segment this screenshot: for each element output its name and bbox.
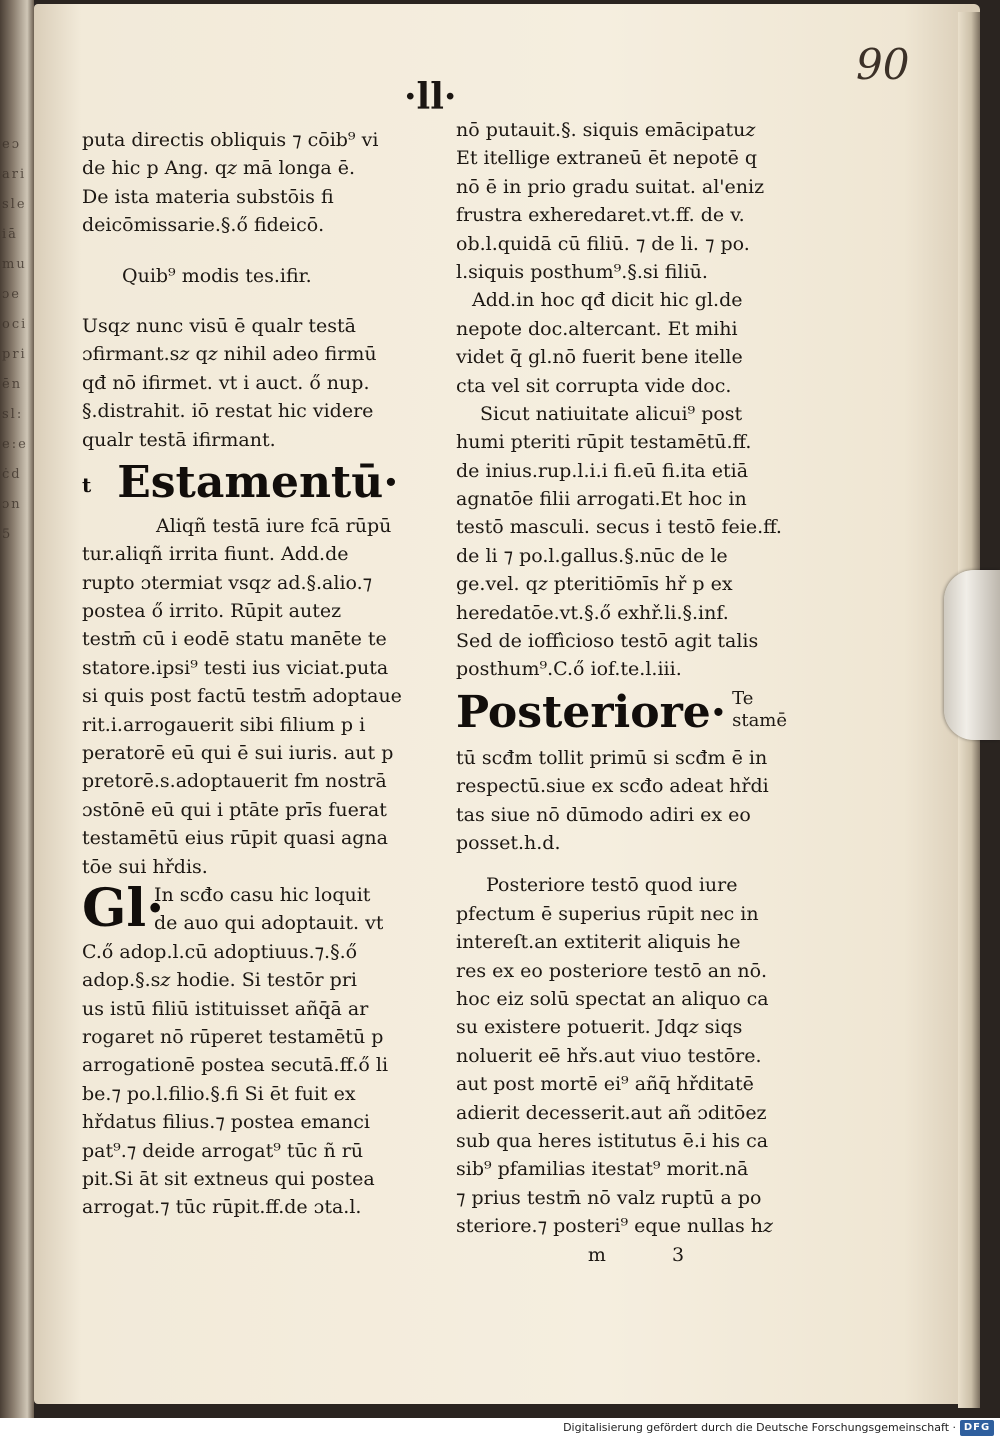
text-line: humi pteriti rūpit testamētū.ff. bbox=[456, 431, 752, 454]
text-line: nepote doc.altercant. Et mihi bbox=[456, 317, 738, 340]
text-line: res ex eo posteriore testō an nō. bbox=[456, 959, 768, 982]
text-line: pit.Si āt sit extneus qui postea bbox=[82, 1167, 375, 1190]
text-line: testō masculi. secus i testō feie.ff. bbox=[456, 516, 782, 539]
text-line: cta vel sit corrupta vide doc. bbox=[456, 374, 732, 397]
text-line: heredatōe.vt.§.ő exhř.li.§.inf. bbox=[456, 601, 729, 624]
text-line: qđ nō ifirmet. vt i auct. ő nup. bbox=[82, 371, 370, 394]
marginal-letter: t bbox=[82, 473, 92, 498]
footer-bar bbox=[0, 1418, 1000, 1440]
text-line: de auo qui adoptauit. vt bbox=[154, 912, 384, 935]
text-line: deicōmissarie.§.ő fideicō. bbox=[82, 214, 325, 237]
text-line: Sed de ioffìcioso testō agit talis bbox=[456, 630, 759, 653]
text-line: statore.ipsi⁹ testi ius viciat.puta bbox=[82, 656, 389, 679]
text-line: be.⁊ po.l.filio.§.fi Si ēt fuit ex bbox=[82, 1082, 356, 1105]
text-line: Posteriore testō quod iure bbox=[486, 874, 738, 897]
text-line: si quis post factū testm̄ adoptaue bbox=[82, 685, 402, 708]
rubric-text: Estamentū· bbox=[117, 456, 399, 508]
text-line: testm̄ cū i eodē statu manēte te bbox=[82, 628, 387, 651]
page-clip bbox=[944, 570, 1000, 740]
text-line: pfectum ē superius rūpit nec in bbox=[456, 902, 759, 925]
text-line: su existere potuerit. Jdq𝑧 siqs bbox=[456, 1016, 743, 1039]
text-line: ɔfirmant.s𝑧 q𝑧 nihil adeo firmū bbox=[82, 343, 377, 366]
signature-mark: m 3 bbox=[587, 1244, 715, 1267]
text-line: C.ő adop.l.cū adoptiuus.⁊.§.ő bbox=[82, 940, 358, 963]
text-line: §.distrahit. iō restat hic videre bbox=[82, 400, 374, 423]
text-line: nō putauit.§. siquis emācipatu𝑧 bbox=[456, 119, 756, 141]
text-line: respectū.siue ex scđo adeat hřdi bbox=[456, 775, 769, 798]
section-heading: Quib⁹ modis tes.ifir. bbox=[122, 264, 312, 287]
text-line: testamētū eius rūpit quasi agna bbox=[82, 827, 388, 850]
text-line: frustra exheredaret.vt.ff. de v. bbox=[456, 204, 745, 227]
text-line: l.siquis posthum⁹.§.si filiū. bbox=[456, 260, 708, 283]
dfg-credit: Digitalisierung gefördert durch die Deutsche Forschungsgemeinschaft · bbox=[563, 1421, 956, 1434]
text-line: agnatōe filii arrogati.Et hoc in bbox=[456, 488, 747, 511]
text-line: rit.i.arrogauerit sibi filium p i bbox=[82, 713, 366, 736]
text-line: de li ⁊ po.l.gallus.§.nūc de le bbox=[456, 544, 728, 567]
text-line: arrogationē postea secutā.ff.ő li bbox=[82, 1054, 389, 1077]
text-line: ⁊ prius testm̄ nō valz ruptū a po bbox=[456, 1186, 762, 1209]
text-line: us istū filiū istituisset añq̄ā ar bbox=[82, 997, 369, 1020]
text-line: sub qua heres istitutus ē.i his ca bbox=[456, 1129, 769, 1152]
rubric-posteriore bbox=[456, 686, 786, 744]
text-line: de hic p Ang. q𝑧 mā longa ē. bbox=[82, 157, 356, 180]
text-line: Add.in hoc qđ dicit hic gl.de bbox=[472, 289, 743, 312]
dfg-logo: DFG bbox=[960, 1420, 994, 1436]
text-line: videt q̄ gl.nō fuerit bene itelle bbox=[456, 346, 743, 369]
text-line: rupto ɔtermiat vsq𝑧 ad.§.alio.⁊ bbox=[82, 571, 373, 594]
text-line: sib⁹ pfamilias itestat⁹ morit.nā bbox=[456, 1158, 749, 1181]
text-line: Sicut natiuitate alicui⁹ post bbox=[480, 402, 743, 425]
text-line: Et itellige extraneū ēt nepotē q bbox=[456, 147, 758, 170]
gloss-initial: Gl· bbox=[82, 877, 165, 939]
facing-page-glyphs: eɔarisleiāmuɔeocipriēnsl:e:eċdɔn5 bbox=[2, 137, 28, 542]
text-line: peratorē eū qui ē sui iuris. aut p bbox=[82, 742, 394, 765]
text-line: intereſt.an extiterit aliquis he bbox=[456, 931, 741, 954]
text-line: puta directis obliquis ⁊ cōib⁹ vi bbox=[82, 129, 379, 151]
text-line: tas siue nō dūmodo adiri ex eo bbox=[456, 803, 751, 826]
text-line: noluerit eē hřs.aut viuo testōre. bbox=[456, 1044, 762, 1067]
text-line: qualr testā ifirmant. bbox=[82, 428, 276, 451]
running-head: ·ll· bbox=[404, 76, 457, 118]
rubric-side-text: Te stamē bbox=[732, 687, 788, 731]
text-line: adierit decesserit.aut añ ɔditōez bbox=[456, 1101, 767, 1124]
text-line: de inius.rup.l.i.i fi.eū fi.ita etiā bbox=[456, 459, 749, 482]
text-line: aut post mortē ei⁹ añq̄ hřditatē bbox=[456, 1073, 754, 1096]
rubric-text: Posteriore· bbox=[456, 686, 727, 738]
text-line: De ista materia substōis fi bbox=[82, 185, 334, 208]
text-line: hřdatus filius.⁊ postea emanci bbox=[82, 1111, 370, 1134]
text-line: steriore.⁊ posteri⁹ eque nullas h𝑧 bbox=[456, 1215, 774, 1238]
text-line: arrogat.⁊ tūc rūpit.ff.de ɔta.l. bbox=[82, 1196, 362, 1219]
text-line: tōe sui hřdis. bbox=[82, 855, 208, 878]
text-line: posset.h.d. bbox=[456, 831, 561, 854]
text-line: pat⁹.⁊ deide arrogat⁹ tūc ñ rū bbox=[82, 1139, 364, 1162]
text-line: ɔstōnē eū qui i ptāte prīs fuerat bbox=[82, 798, 387, 821]
text-line: Usq𝑧 nunc visū ē qualr testā bbox=[82, 314, 357, 337]
text-line: rogaret nō rūperet testamētū p bbox=[82, 1025, 384, 1048]
gloss-block bbox=[82, 877, 412, 939]
facing-page-edge bbox=[0, 0, 34, 1418]
rubric-testamentum bbox=[82, 454, 412, 512]
text-line: ge.vel. q𝑧 pteritiōmīs hř p ex bbox=[456, 573, 733, 596]
folio-number: 90 bbox=[856, 40, 910, 89]
text-line: postea ő irrito. Rūpit autez bbox=[82, 600, 342, 623]
right-column bbox=[456, 116, 786, 1270]
text-line: tur.aliqñ irrita fiunt. Add.de bbox=[82, 543, 349, 566]
text-line: In scđo casu hic loquit bbox=[154, 883, 371, 906]
text-line: ob.l.quidā cū filiū. ⁊ de li. ⁊ po. bbox=[456, 232, 750, 255]
text-line: tū scđm tollit primū si scđm ē in bbox=[456, 746, 768, 769]
text-line: hoc eiz solū spectat an aliquo ca bbox=[456, 987, 769, 1010]
text-line: nō ē in prio gradu suitat. al'eniz bbox=[456, 175, 765, 198]
text-line: pretorē.s.adoptauerit fm nostrā bbox=[82, 770, 387, 793]
text-line: adop.§.s𝑧 hodie. Si testōr pri bbox=[82, 969, 357, 992]
left-column bbox=[82, 126, 412, 1222]
text-line: posthum⁹.C.ő iof.te.l.iii. bbox=[456, 658, 682, 681]
text-line: Aliqñ testā iure fcā rūpū bbox=[156, 514, 392, 537]
